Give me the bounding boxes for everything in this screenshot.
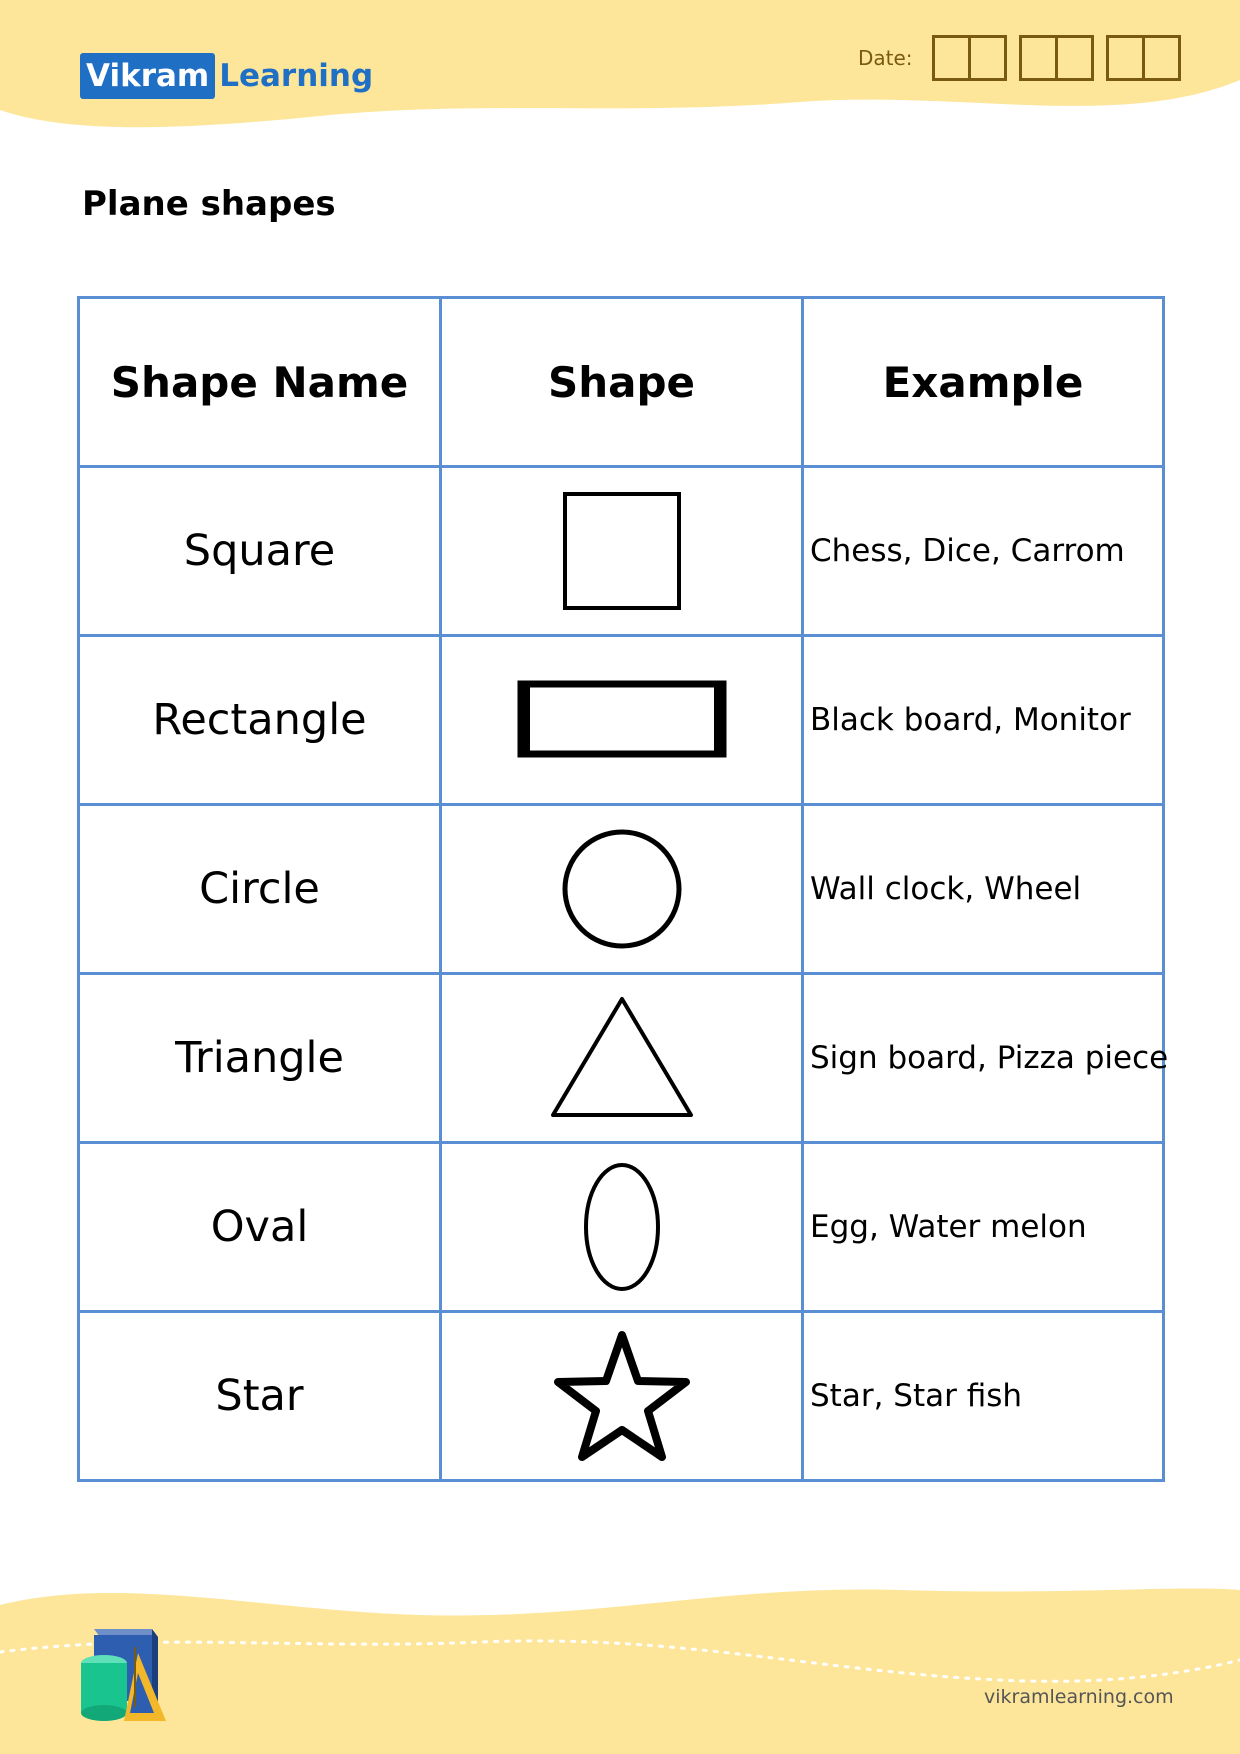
table-row [79,467,1164,636]
shape-name-cell: Circle [79,805,441,974]
triangle-icon [547,993,697,1123]
table-row [79,974,1164,1143]
example-cell: Black board, Monitor [803,636,1164,805]
header-example: Example [803,298,1164,467]
footer-wave [0,1580,1240,1754]
shape-name-cell: Oval [79,1143,441,1312]
table-header-row [79,298,1164,467]
footer-website: vikramlearning.com [984,1686,1174,1708]
example-cell: Egg, Water melon [803,1143,1164,1312]
shape-name-cell: Star [79,1312,441,1481]
table-row [79,1312,1164,1481]
table-row [79,636,1164,805]
logo-box-text: Vikram [80,53,215,99]
circle-icon [557,824,687,954]
shapes-table [77,296,1169,1482]
star-icon [552,1329,692,1463]
example-cell: Wall clock, Wheel [803,805,1164,974]
square-icon [557,486,687,616]
table-row [79,1143,1164,1312]
shape-name-cell: Rectangle [79,636,441,805]
date-day-boxes[interactable] [932,35,1007,81]
page-title: Plane shapes [82,184,336,224]
shape-name-cell: Triangle [79,974,441,1143]
brand-logo [80,52,373,100]
date-month-boxes[interactable] [1019,35,1094,81]
example-cell: Chess, Dice, Carrom [803,467,1164,636]
header-shape: Shape [441,298,803,467]
example-cell: Star, Star fish [803,1312,1164,1481]
date-label: Date: [858,46,913,70]
header-shape-name: Shape Name [79,298,441,467]
table-row [79,805,1164,974]
date-year-boxes[interactable] [1106,35,1181,81]
date-input-boxes[interactable] [932,35,1181,81]
logo-text: Learning [219,58,374,94]
oval-icon [577,1160,667,1294]
geometry-logo-icon [78,1625,182,1725]
rectangle-icon [517,680,727,760]
example-cell: Sign board, Pizza piece [803,974,1164,1143]
shape-name-cell: Square [79,467,441,636]
